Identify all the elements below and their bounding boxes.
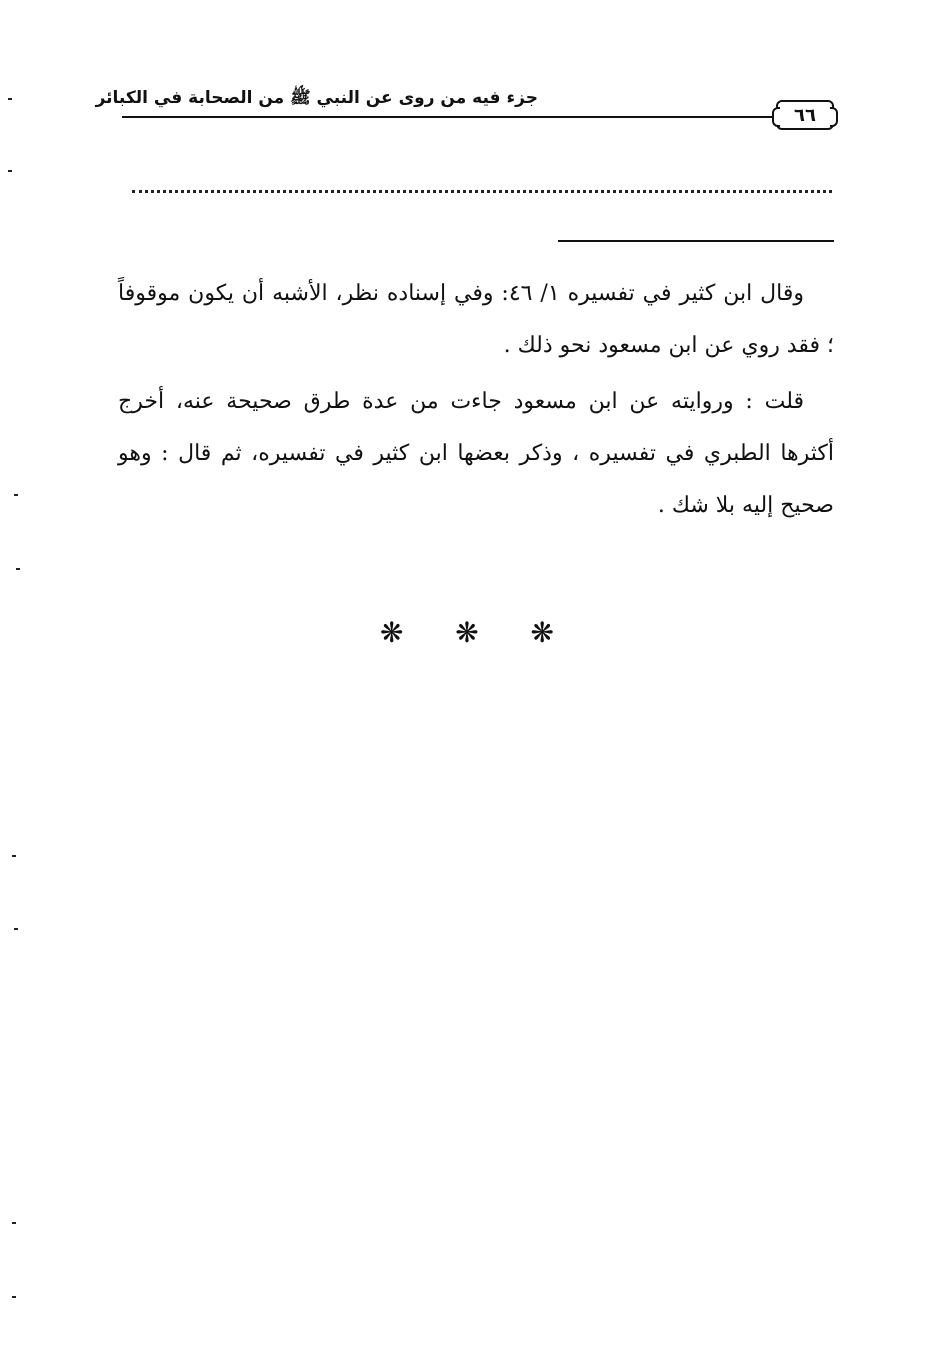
page-number: ٦٦ <box>776 100 834 130</box>
star-ornament: ❋ <box>455 616 479 649</box>
dotted-leader <box>132 190 832 193</box>
scan-speck <box>12 1296 16 1298</box>
body-text <box>118 268 834 536</box>
scan-speck <box>16 568 20 570</box>
scan-speck <box>12 855 16 857</box>
scan-speck <box>14 928 18 930</box>
footnote-separator <box>558 240 834 242</box>
star-ornament: ❋ <box>380 616 404 649</box>
paragraph-qultu: قلت : وروايته عن ابن مسعود جاءت من عدة طرق صحيحة عنه، أخرج أكثرها الطبري في تفسيره ، وذكر بعضها ابن كثير في تفسيره، ثم قال : وهو صحيح إليه بلا شك . <box>118 389 834 518</box>
running-title: جزء فيه من روى عن النبي ﷺ من الصحابة في الكبائر <box>95 88 538 108</box>
scan-speck <box>8 98 12 100</box>
scan-speck <box>12 1222 16 1224</box>
section-break <box>380 618 554 648</box>
scan-speck <box>14 494 18 496</box>
star-ornament: ❋ <box>530 616 554 649</box>
paragraph-ibn-kathir: وقال ابن كثير في تفسيره ١/ ٤٦: وفي إسناده نظر، الأشبه أن يكون موقوفاً ؛ فقد روي عن ابن مسعود نحو ذلك . <box>118 281 834 358</box>
scan-speck <box>8 170 12 172</box>
header-rule <box>122 116 778 118</box>
